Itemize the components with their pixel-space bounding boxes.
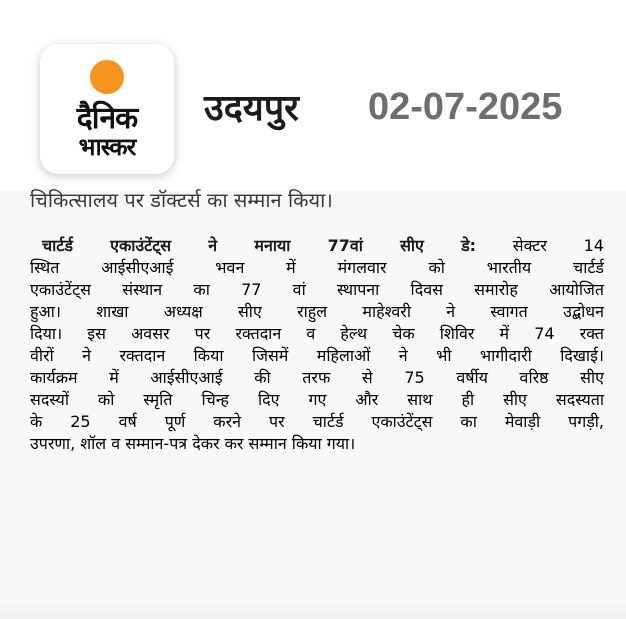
edition-date: 02-07-2025 xyxy=(368,86,563,128)
logo-text-bhaskar: भास्कर xyxy=(78,133,136,161)
article-first-line xyxy=(30,234,604,256)
news-clipping xyxy=(0,190,626,619)
clipping-bottom-edge xyxy=(0,602,626,619)
article-line-1: स्थित आईसीएआई भवन में मंगलवार को भारतीय चार्टर्ड xyxy=(30,258,604,277)
article-line-2: एकाउंटेंट्स संस्थान का 77 वां स्थापना दिवस समारोह आयोजित xyxy=(30,280,604,299)
article-line-4: दिया। इस अवसर पर रक्तदान व हेल्थ चेक शिविर में 74 रक्त xyxy=(30,324,604,343)
article-headline: चार्टर्ड एकाउंटेंट्स ने मनाया 77वां सीए डे: xyxy=(42,236,477,255)
article-line-9: उपरणा, शॉल व सम्मान-पत्र देकर कर सम्मान किया गया। xyxy=(30,434,356,453)
article-line-7: सदस्यों को स्मृति चिन्ह दिए गए और साथ ही सीए सदस्यता xyxy=(30,390,604,409)
logo-text-dainik: दैनिक xyxy=(76,101,138,136)
previous-article-cut-line xyxy=(30,188,604,220)
dainik-bhaskar-logo xyxy=(40,44,174,174)
header xyxy=(0,0,626,190)
article-line-3: हुआ। शाखा अध्यक्ष सीए राहुल माहेश्वरी ने स्वागत उद्बोधन xyxy=(30,302,604,321)
article-line-0: सेक्टर 14 xyxy=(476,236,604,255)
sun-icon xyxy=(90,60,124,94)
article-body xyxy=(30,234,604,454)
previous-article-text: चिकित्सालय पर डॉक्टर्स का सम्मान किया। xyxy=(30,188,333,212)
article-line-5: वीरों ने रक्तदान किया जिसमें महिलाओं ने भी भागीदारी दिखाई। xyxy=(30,346,604,365)
article-line-6: कार्यक्रम में आईसीएआई की तरफ से 75 वर्षीय वरिष्ठ सीए xyxy=(30,368,604,387)
edition-city: उदयपुर xyxy=(204,88,299,129)
article-line-8: के 25 वर्ष पूर्ण करने पर चार्टर्ड एकाउंटेंट्स का मेवाड़ी पगड़ी, xyxy=(30,412,604,431)
